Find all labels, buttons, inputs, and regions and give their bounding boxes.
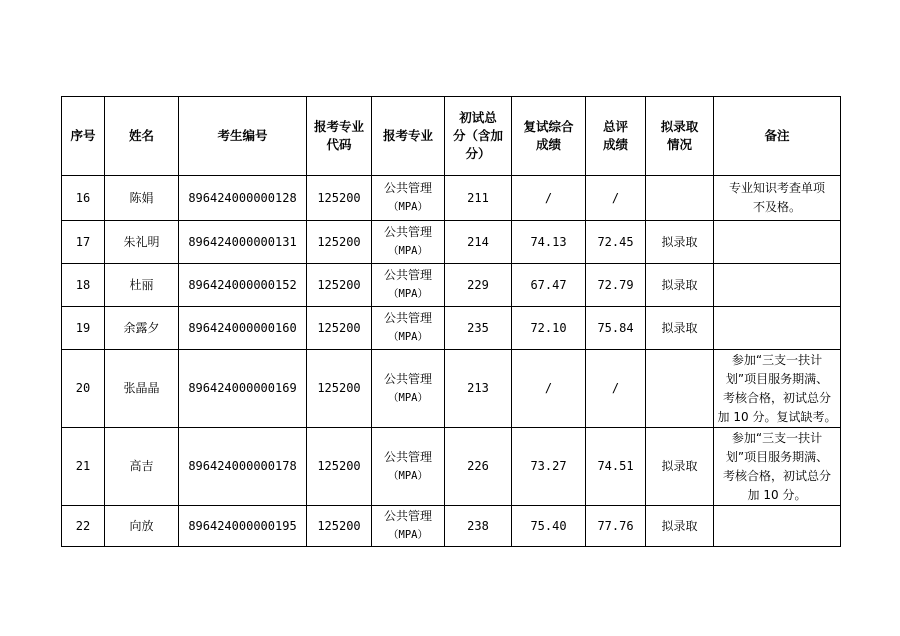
remark-line: 考核合格，初试总分 <box>722 390 831 405</box>
table-row <box>62 221 841 264</box>
major-sub: （MPA） <box>388 201 428 213</box>
cell-total: 74.51 <box>586 428 646 506</box>
major-sub: （MPA） <box>388 331 428 343</box>
header-retest-line: 复试综合 <box>523 119 574 134</box>
cell-seq: 18 <box>62 264 105 307</box>
remark-line: 划”项目服务期满、 <box>725 371 829 386</box>
cell-exam-no: 896424000000131 <box>179 221 307 264</box>
cell-major <box>372 176 445 221</box>
major-sub: （MPA） <box>388 529 428 541</box>
cell-exam-no: 896424000000195 <box>179 506 307 547</box>
cell-retest: 67.47 <box>512 264 586 307</box>
cell-retest: 74.13 <box>512 221 586 264</box>
cell-exam-no: 896424000000128 <box>179 176 307 221</box>
major-name: 公共管理 <box>383 509 432 523</box>
cell-name: 张晶晶 <box>105 350 179 428</box>
major-sub: （MPA） <box>388 288 428 300</box>
cell-prelim: 235 <box>445 307 512 350</box>
header-prelim-line: 初试总 <box>459 110 497 125</box>
admission-results-table <box>61 96 841 547</box>
remark-line: 考核合格，初试总分 <box>722 468 831 483</box>
cell-remark <box>714 264 841 307</box>
cell-remark <box>714 307 841 350</box>
cell-remark <box>714 506 841 547</box>
cell-seq: 19 <box>62 307 105 350</box>
major-name: 公共管理 <box>383 225 432 239</box>
header-admit-status <box>646 97 714 176</box>
cell-admit: 拟录取 <box>646 264 714 307</box>
cell-name: 高吉 <box>105 428 179 506</box>
major-sub: （MPA） <box>388 391 428 404</box>
header-total-line: 成绩 <box>602 137 628 152</box>
cell-major <box>372 428 445 506</box>
major-name: 公共管理 <box>383 268 432 282</box>
header-prelim-line: 分（含加 <box>452 128 503 143</box>
cell-major-code: 125200 <box>307 506 372 547</box>
cell-name: 杜丽 <box>105 264 179 307</box>
cell-admit: 拟录取 <box>646 221 714 264</box>
cell-name: 陈娟 <box>105 176 179 221</box>
cell-major-code: 125200 <box>307 176 372 221</box>
table-row <box>62 506 841 547</box>
cell-retest: / <box>512 176 586 221</box>
cell-major-code: 125200 <box>307 307 372 350</box>
header-seq: 序号 <box>62 97 105 176</box>
cell-major-code: 125200 <box>307 350 372 428</box>
header-admit-line: 拟录取 <box>660 119 699 134</box>
cell-admit: 拟录取 <box>646 428 714 506</box>
cell-remark <box>714 350 841 428</box>
cell-major-code: 125200 <box>307 221 372 264</box>
header-retest-line: 成绩 <box>535 137 561 152</box>
cell-seq: 16 <box>62 176 105 221</box>
cell-exam-no: 896424000000178 <box>179 428 307 506</box>
cell-admit: 拟录取 <box>646 506 714 547</box>
major-name: 公共管理 <box>383 449 432 464</box>
header-row <box>62 97 841 176</box>
table-row <box>62 307 841 350</box>
header-admit-line: 情况 <box>666 137 692 152</box>
cell-major <box>372 264 445 307</box>
header-total-line: 总评 <box>602 119 628 134</box>
cell-prelim: 213 <box>445 350 512 428</box>
major-name: 公共管理 <box>383 181 432 195</box>
header-name: 姓名 <box>105 97 179 176</box>
cell-major <box>372 350 445 428</box>
remark-line: 加 10 分。 <box>747 487 807 502</box>
header-remark: 备注 <box>714 97 841 176</box>
cell-major-code: 125200 <box>307 264 372 307</box>
cell-total: / <box>586 350 646 428</box>
header-total-score <box>586 97 646 176</box>
table-row <box>62 350 841 428</box>
cell-retest: 73.27 <box>512 428 586 506</box>
cell-admit <box>646 176 714 221</box>
cell-major <box>372 506 445 547</box>
cell-prelim: 238 <box>445 506 512 547</box>
cell-remark <box>714 428 841 506</box>
cell-major <box>372 221 445 264</box>
cell-seq: 22 <box>62 506 105 547</box>
cell-prelim: 226 <box>445 428 512 506</box>
cell-retest: 75.40 <box>512 506 586 547</box>
header-retest-score <box>512 97 586 176</box>
cell-total: 77.76 <box>586 506 646 547</box>
cell-total: 75.84 <box>586 307 646 350</box>
major-name: 公共管理 <box>383 311 432 325</box>
cell-total: / <box>586 176 646 221</box>
remark-line: 专业知识考查单项 <box>728 181 825 195</box>
cell-seq: 21 <box>62 428 105 506</box>
cell-major-code: 125200 <box>307 428 372 506</box>
remark-line: 参加“三支一扶计 <box>731 352 823 367</box>
cell-name: 余露夕 <box>105 307 179 350</box>
cell-total: 72.45 <box>586 221 646 264</box>
cell-remark <box>714 221 841 264</box>
cell-seq: 17 <box>62 221 105 264</box>
cell-retest: / <box>512 350 586 428</box>
header-exam-no: 考生编号 <box>179 97 307 176</box>
cell-major <box>372 307 445 350</box>
header-major-code-line: 代码 <box>326 137 352 152</box>
cell-exam-no: 896424000000160 <box>179 307 307 350</box>
remark-line: 不及格。 <box>752 200 801 214</box>
header-major-code <box>307 97 372 176</box>
cell-retest: 72.10 <box>512 307 586 350</box>
cell-name: 向放 <box>105 506 179 547</box>
cell-exam-no: 896424000000152 <box>179 264 307 307</box>
cell-exam-no: 896424000000169 <box>179 350 307 428</box>
major-sub: （MPA） <box>388 245 428 257</box>
header-major: 报考专业 <box>372 97 445 176</box>
cell-seq: 20 <box>62 350 105 428</box>
cell-name: 朱礼明 <box>105 221 179 264</box>
table-row <box>62 428 841 506</box>
cell-prelim: 214 <box>445 221 512 264</box>
cell-admit: 拟录取 <box>646 307 714 350</box>
header-prelim-score <box>445 97 512 176</box>
cell-prelim: 211 <box>445 176 512 221</box>
cell-prelim: 229 <box>445 264 512 307</box>
remark-line: 划”项目服务期满、 <box>725 449 829 464</box>
cell-admit <box>646 350 714 428</box>
table-row <box>62 176 841 221</box>
header-major-code-line: 报考专业 <box>313 119 364 134</box>
cell-remark <box>714 176 841 221</box>
table-row <box>62 264 841 307</box>
major-sub: （MPA） <box>388 469 428 482</box>
header-prelim-line: 分） <box>465 146 491 161</box>
remark-line: 加 10 分。复试缺考。 <box>717 409 837 424</box>
cell-total: 72.79 <box>586 264 646 307</box>
remark-line: 参加“三支一扶计 <box>731 430 823 445</box>
major-name: 公共管理 <box>383 371 432 386</box>
